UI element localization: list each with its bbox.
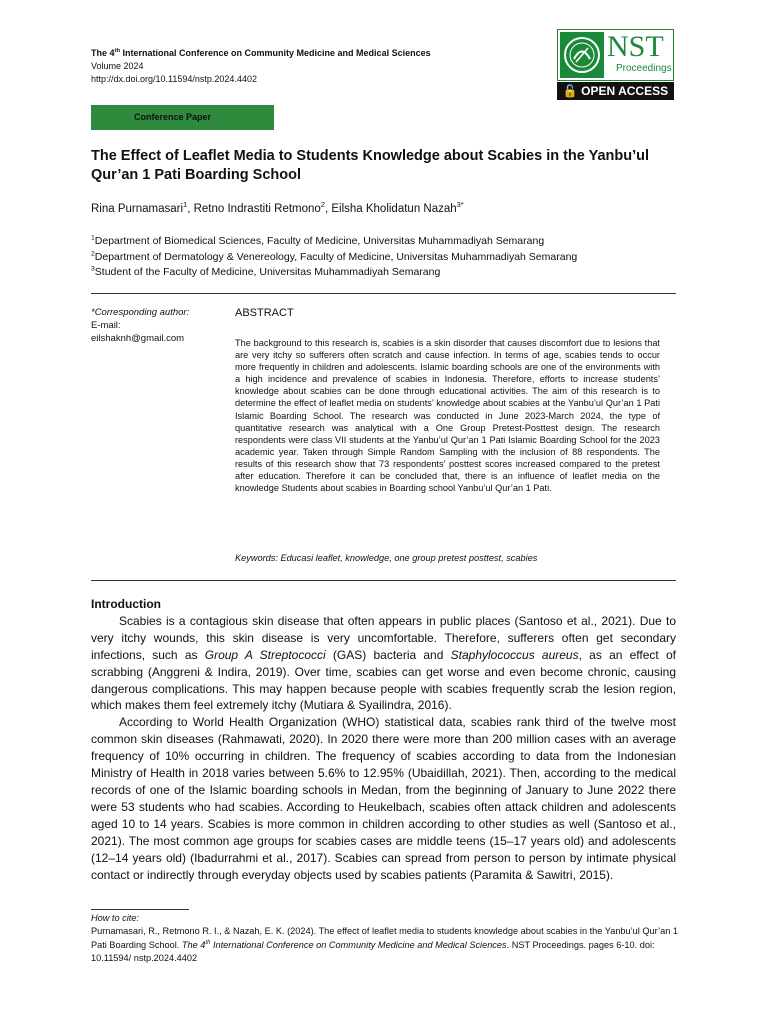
divider xyxy=(91,580,676,581)
abstract-heading: ABSTRACT xyxy=(235,307,294,319)
nst-logo xyxy=(557,29,674,100)
logo-text: NST xyxy=(607,30,664,63)
section-heading: Introduction xyxy=(91,597,161,611)
logo-subtext: Proceedings xyxy=(616,63,672,74)
paper-title: The Effect of Leaflet Media to Students Knowledge about Scabies in the Yanbu’ul Qur’an 1 Pati Boarding School xyxy=(91,148,650,183)
emblem-icon xyxy=(560,32,604,78)
divider xyxy=(91,293,676,294)
affiliations xyxy=(91,234,577,281)
corresponding-author: *Corresponding author: E-mail: eilshaknh@gmail.com xyxy=(91,307,190,344)
keywords: Keywords: Educasi leaflet, knowledge, one group pretest posttest, scabies xyxy=(235,553,538,563)
paragraph: According to World Health Organization (WHO) statistical data, scabies rank third of the twelve most common skin diseases (Rahmawati, 2020). In 2020 there were more than 200 million cases with an average frequency of 10% occurring in children. The frequency of scabies according to data from the Indonesian Ministry of Health in 2018 varies between 5.6% to 12.95% (Ubaidillah, 2021). Then, according to the medical records of one of the Islamic boarding schools in Medan, from the beginning of January to June 2022 there were 53 students who had scabies. According to Heukelbach, scabies often attack children and adolescents aged 10 to 14 years. Scabies is more common in children according to other studies as well (Santoso et al., 2021). The most common age groups for scabies cases are middle teens (15–17 years old) and adolescents (12–14 years old) (Ibadurrahmi et al., 2017). Scabies can spread from person to person by intimate physical contact or indirectly through everyday objects used by scabies patients (Paramita & Sawitri, 2015). xyxy=(91,715,676,882)
abstract-text: The background to this research is, scabies is a skin disorder that causes discomfort due to lesions that are very itchy so sufferers often scratch and cause infection. In terms of age, scabies tends to occur more frequently in children and adolescents. Islamic boarding schools are one of the environments with a high incidence and prevalence of scabies in Indonesia. Therefore, efforts to increase students’ knowledge about scabies can be done through educational activities. The aim of this research is to determine the effect of leaflet media on students’ knowledge about scabies at the Yanbu’ul Qur’an 1 Pati Islamic Boarding School. The research was conducted in June 2023-March 2024, the type of quantitative research was analytical with a One Group Pretest-Posttest design. The research respondents were class VII students at the Yanbu’ul Qur’an 1 Pati Islamic Boarding School for the 2023 academic year. Taken through Simple Random Sampling with the inclusion of 88 respondents. The results of this research show that 73 respondents’ posttest scores increased compared to the pretest after education. Therefore it can be concluded that, there is an influence of leaflet media on the knowledge Students about scabies in Boarding school Yanbu’ul Qur’an 1 Pati. xyxy=(235,338,660,494)
conference-name: The 4th International Conference on Community Medicine and Medical Sciences xyxy=(91,48,431,58)
introduction-section xyxy=(91,596,676,883)
affiliation: $^3$Student of the Faculty of Medicine, Universitas Muhammadiyah Semarang xyxy=(91,265,441,278)
paragraph: Scabies is a contagious skin disease that often appears in public places (Santoso et al., 2021). Due to very itchy wounds, this skin disease is very uncomfortable. Therefore, sufferers often get secondary infections, such as Group A Streptococci (GAS) bacteria and Staphylococcus aureus, as an effect of scrabbing (Anggreni & Indira, 2019). Over time, scabies can get worse and even become chronic, causing dangerous complications. This may happen because people with scabies frequently scrab the lesion region, which makes them feel extremely itchy (Mutiara & Syailindra, 2016). xyxy=(91,613,676,713)
author-list: Rina Purnamasari$^1$, Retno Indrastiti Retmono$^2$, Eilsha Kholidatun Nazah$^{3*}$ xyxy=(91,200,464,215)
affiliation: $^1$Department of Biomedical Sciences, Faculty of Medicine, Universitas Muhammadiyah Semarang xyxy=(91,234,545,247)
doi-link[interactable]: http://dx.doi.org/10.11594/nstp.2024.4402 xyxy=(91,74,257,84)
volume: Volume 2024 xyxy=(91,61,144,71)
footnote-rule xyxy=(91,909,189,910)
article-type-badge: Conference Paper xyxy=(91,105,274,130)
how-to-cite: How to cite: Purnamasari, R., Retmono R. I., & Nazah, E. K. (2024). The effect of leaflet media to students knowledge about scabies in the Yanbu’ul Qur’an 1 Pati Boarding School. The 4th International Conference on Community Medicine and Medical Sciences. NST Proceedings. pages 6-10. doi: 10.11594/ nstp.2024.4402 xyxy=(91,913,678,964)
email-link[interactable]: eilshaknh@gmail.com xyxy=(91,333,185,344)
open-access-badge: 🔓 OPEN ACCESS xyxy=(557,82,674,100)
journal-header xyxy=(91,47,431,86)
affiliation: $^2$Department of Dermatology & Venereology, Faculty of Medicine, Universitas Muhammadiyah Semarang xyxy=(91,250,578,263)
